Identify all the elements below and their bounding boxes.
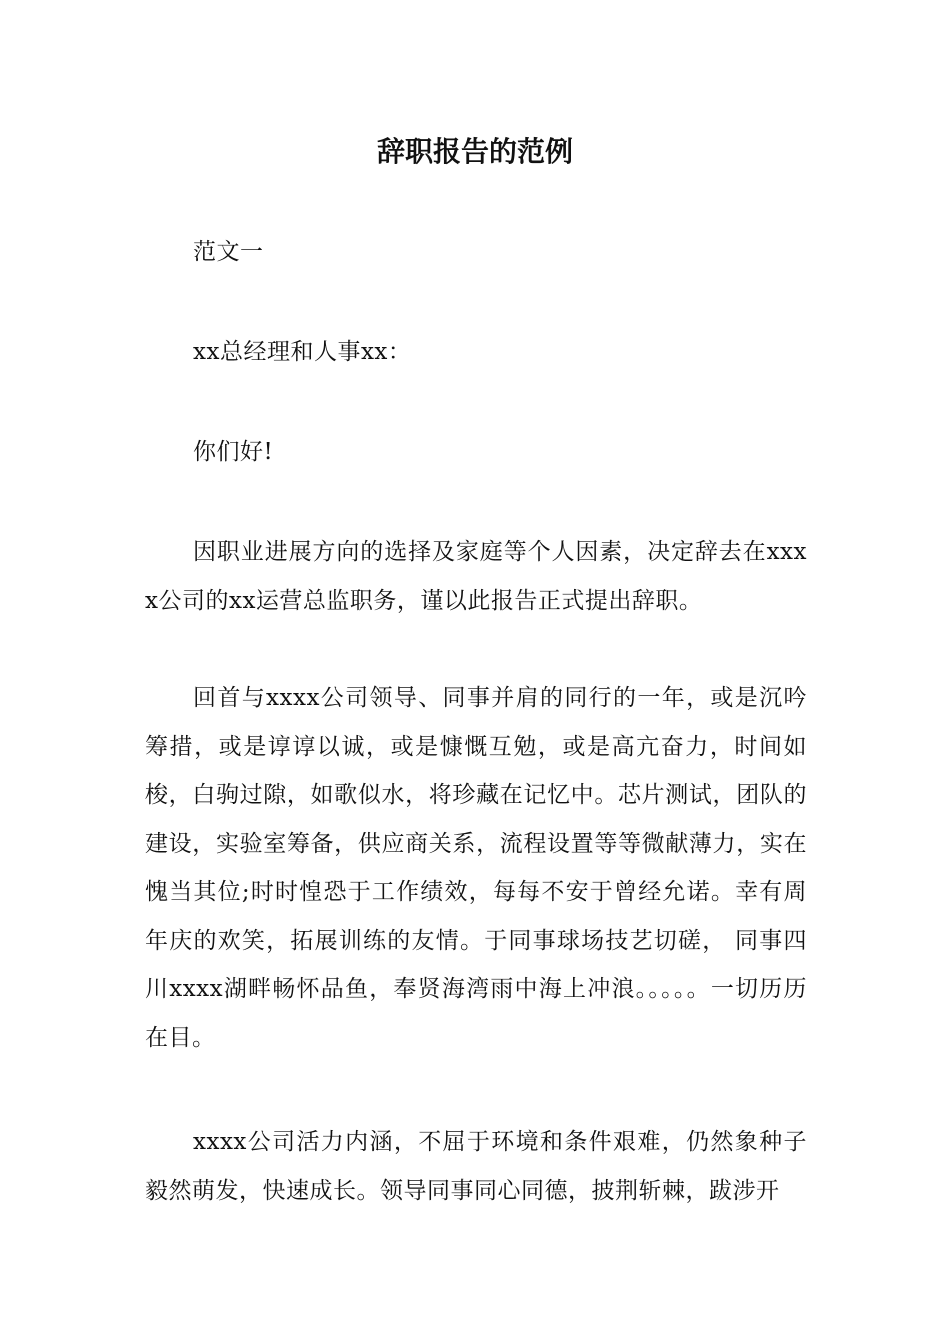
salutation: xx总经理和人事xx： <box>193 339 412 365</box>
paragraph: xxxx公司活力内涵，不屈于环境和条件艰难，仍然象种子毅然萌发，快速成长。领导同事同心同德，披荆斩棘，跋涉开 <box>145 1129 807 1204</box>
paragraph: 回首与xxxx公司领导、同事并肩的同行的一年，或是沉吟筹措，或是谆谆以诚，或是慷慨互勉，或是高亢奋力，时间如梭，白驹过隙，如歌似水，将珍藏在记忆中。芯片测试，团队的建设，实验室筹备，供应商关系，流程设置等等微献薄力，实在愧当其位;时时惶恐于工作绩效，每每不安于曾经允诺。幸有周年庆的欢笑，拓展训练的友情。于同事球场技艺切磋， 同事四川xxxx湖畔畅怀品鱼，奉贤海湾雨中海上冲浪。。。。。一切历历在目。 <box>145 685 807 1051</box>
paragraph: 因职业进展方向的选择及家庭等个人因素，决定辞去在xxxx公司的xx运营总监职务，谨以此报告正式提出辞职。 <box>145 539 807 614</box>
document-title: 辞职报告的范例 <box>376 135 573 168</box>
greeting: 你们好! <box>193 439 274 465</box>
section-heading: 范文一 <box>193 239 264 265</box>
